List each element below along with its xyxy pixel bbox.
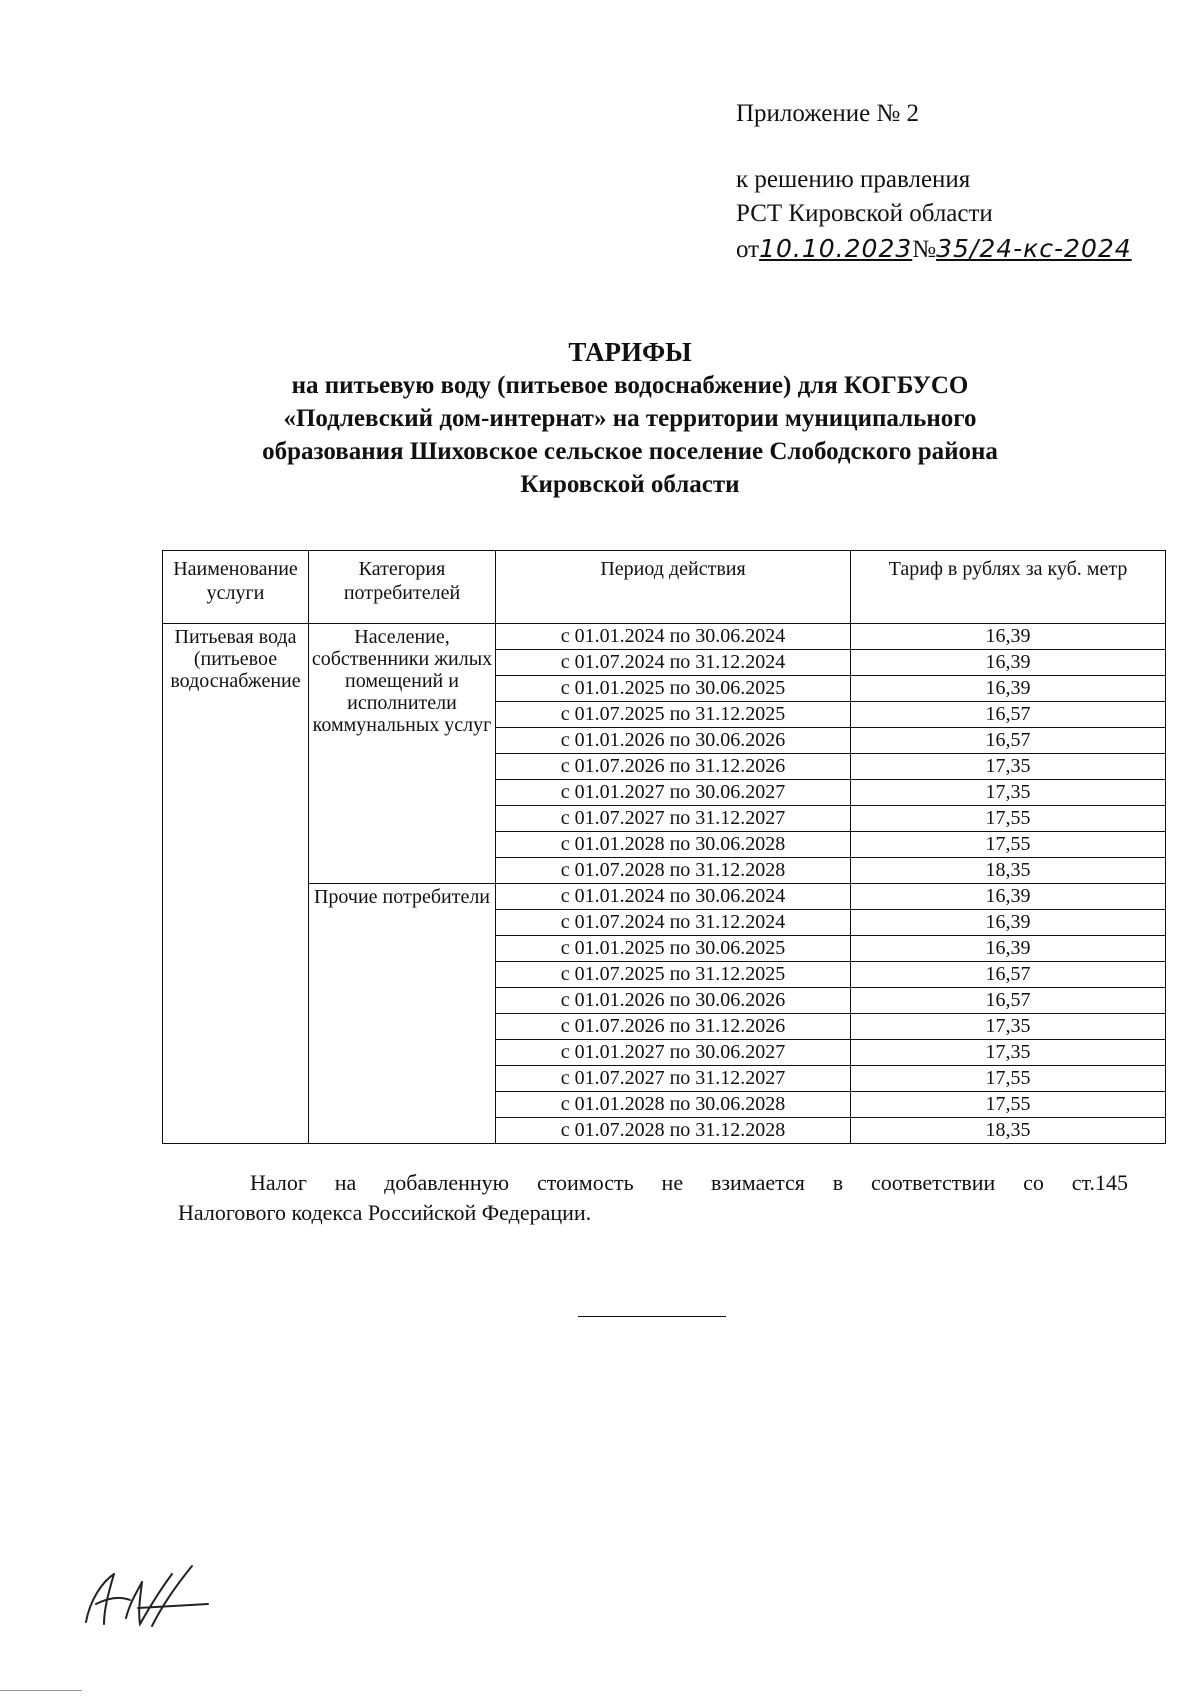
tariff-cell: 17,55 — [851, 1066, 1166, 1092]
tariff-cell: 17,35 — [851, 780, 1166, 806]
period-cell: с 01.01.2028 по 30.06.2028 — [496, 832, 851, 858]
date-prefix: от — [736, 236, 760, 263]
tariff-cell: 16,39 — [851, 936, 1166, 962]
title-heading: ТАРИФЫ — [568, 337, 692, 367]
period-cell: с 01.07.2028 по 31.12.2028 — [496, 858, 851, 884]
period-cell: с 01.01.2027 по 30.06.2027 — [496, 780, 851, 806]
table-header-row — [163, 551, 1166, 624]
number-prefix: № — [912, 236, 937, 263]
tariff-cell: 16,39 — [851, 884, 1166, 910]
page-edge-mark — [0, 1690, 82, 1691]
tariff-cell: 16,39 — [851, 624, 1166, 650]
appendix-decision-line: к решению правления — [736, 166, 971, 193]
period-cell: с 01.01.2024 по 30.06.2024 — [496, 884, 851, 910]
header-period: Период действия — [496, 551, 851, 624]
tariff-table — [162, 550, 1166, 1144]
tariff-cell: 16,57 — [851, 728, 1166, 754]
period-cell: с 01.07.2027 по 31.12.2027 — [496, 806, 851, 832]
tariff-cell: 16,57 — [851, 988, 1166, 1014]
tariff-cell: 17,55 — [851, 832, 1166, 858]
period-cell: с 01.01.2027 по 30.06.2027 — [496, 1040, 851, 1066]
title-line-2: «Подлевский дом-интернат» на территории муниципального — [283, 405, 977, 432]
table-row — [163, 624, 1166, 650]
decision-number: 35/24-кс-2024 — [936, 234, 1132, 263]
tariff-cell: 17,55 — [851, 806, 1166, 832]
title-line-4: Кировской области — [520, 471, 740, 498]
category-cell-population: Население, собственники жилых помещений и исполнители коммунальных услуг — [309, 624, 496, 884]
document-title — [200, 336, 1060, 501]
tariff-cell: 17,55 — [851, 1092, 1166, 1118]
tariff-cell: 17,35 — [851, 754, 1166, 780]
title-line-1: на питьевую воду (питьевое водоснабжение) для КОГБУСО — [291, 372, 969, 399]
title-line-3: образования Шиховское сельское поселение Слободского района — [262, 438, 998, 465]
category-cell-other: Прочие потребители — [309, 884, 496, 1144]
tariff-cell: 16,39 — [851, 650, 1166, 676]
appendix-date-number-line — [736, 234, 1132, 268]
period-cell: с 01.07.2027 по 31.12.2027 — [496, 1066, 851, 1092]
period-cell: с 01.07.2026 по 31.12.2026 — [496, 1014, 851, 1040]
period-cell: с 01.07.2026 по 31.12.2026 — [496, 754, 851, 780]
table-row — [163, 884, 1166, 910]
period-cell: с 01.01.2026 по 30.06.2026 — [496, 728, 851, 754]
header-category: Категория потребителей — [309, 551, 496, 624]
period-cell: с 01.07.2025 по 31.12.2025 — [496, 702, 851, 728]
handwritten-signature — [68, 1560, 218, 1640]
period-cell: с 01.01.2025 по 30.06.2025 — [496, 936, 851, 962]
tariff-cell: 16,39 — [851, 910, 1166, 936]
tariff-cell: 16,57 — [851, 962, 1166, 988]
period-cell: с 01.07.2025 по 31.12.2025 — [496, 962, 851, 988]
appendix-authority-line: РСТ Кировской области — [736, 200, 993, 227]
tariff-cell: 17,35 — [851, 1014, 1166, 1040]
tariff-cell: 16,57 — [851, 702, 1166, 728]
vat-footnote — [178, 1168, 1128, 1228]
end-separator-line — [578, 1316, 726, 1317]
footnote-line-2: Налогового кодекса Российской Федерации. — [178, 1200, 592, 1225]
tariff-cell: 16,39 — [851, 676, 1166, 702]
period-cell: с 01.01.2026 по 30.06.2026 — [496, 988, 851, 1014]
decision-date: 10.10.2023 — [759, 234, 913, 263]
appendix-number: Приложение № 2 — [736, 100, 920, 127]
period-cell: с 01.01.2025 по 30.06.2025 — [496, 676, 851, 702]
tariff-cell: 17,35 — [851, 1040, 1166, 1066]
appendix-block — [736, 100, 1132, 268]
tariff-cell: 18,35 — [851, 1118, 1166, 1144]
period-cell: с 01.07.2024 по 31.12.2024 — [496, 650, 851, 676]
period-cell: с 01.07.2028 по 31.12.2028 — [496, 1118, 851, 1144]
period-cell: с 01.01.2028 по 30.06.2028 — [496, 1092, 851, 1118]
tariff-cell: 18,35 — [851, 858, 1166, 884]
service-cell: Питьевая вода (питьевое водоснабжение — [163, 624, 309, 1144]
header-service: Наименование услуги — [163, 551, 309, 624]
period-cell: с 01.07.2024 по 31.12.2024 — [496, 910, 851, 936]
period-cell: с 01.01.2024 по 30.06.2024 — [496, 624, 851, 650]
footnote-line-1: Налог на добавленную стоимость не взимается в соответствии со ст.145 — [250, 1170, 1128, 1195]
header-tariff: Тариф в рублях за куб. метр — [851, 551, 1166, 624]
